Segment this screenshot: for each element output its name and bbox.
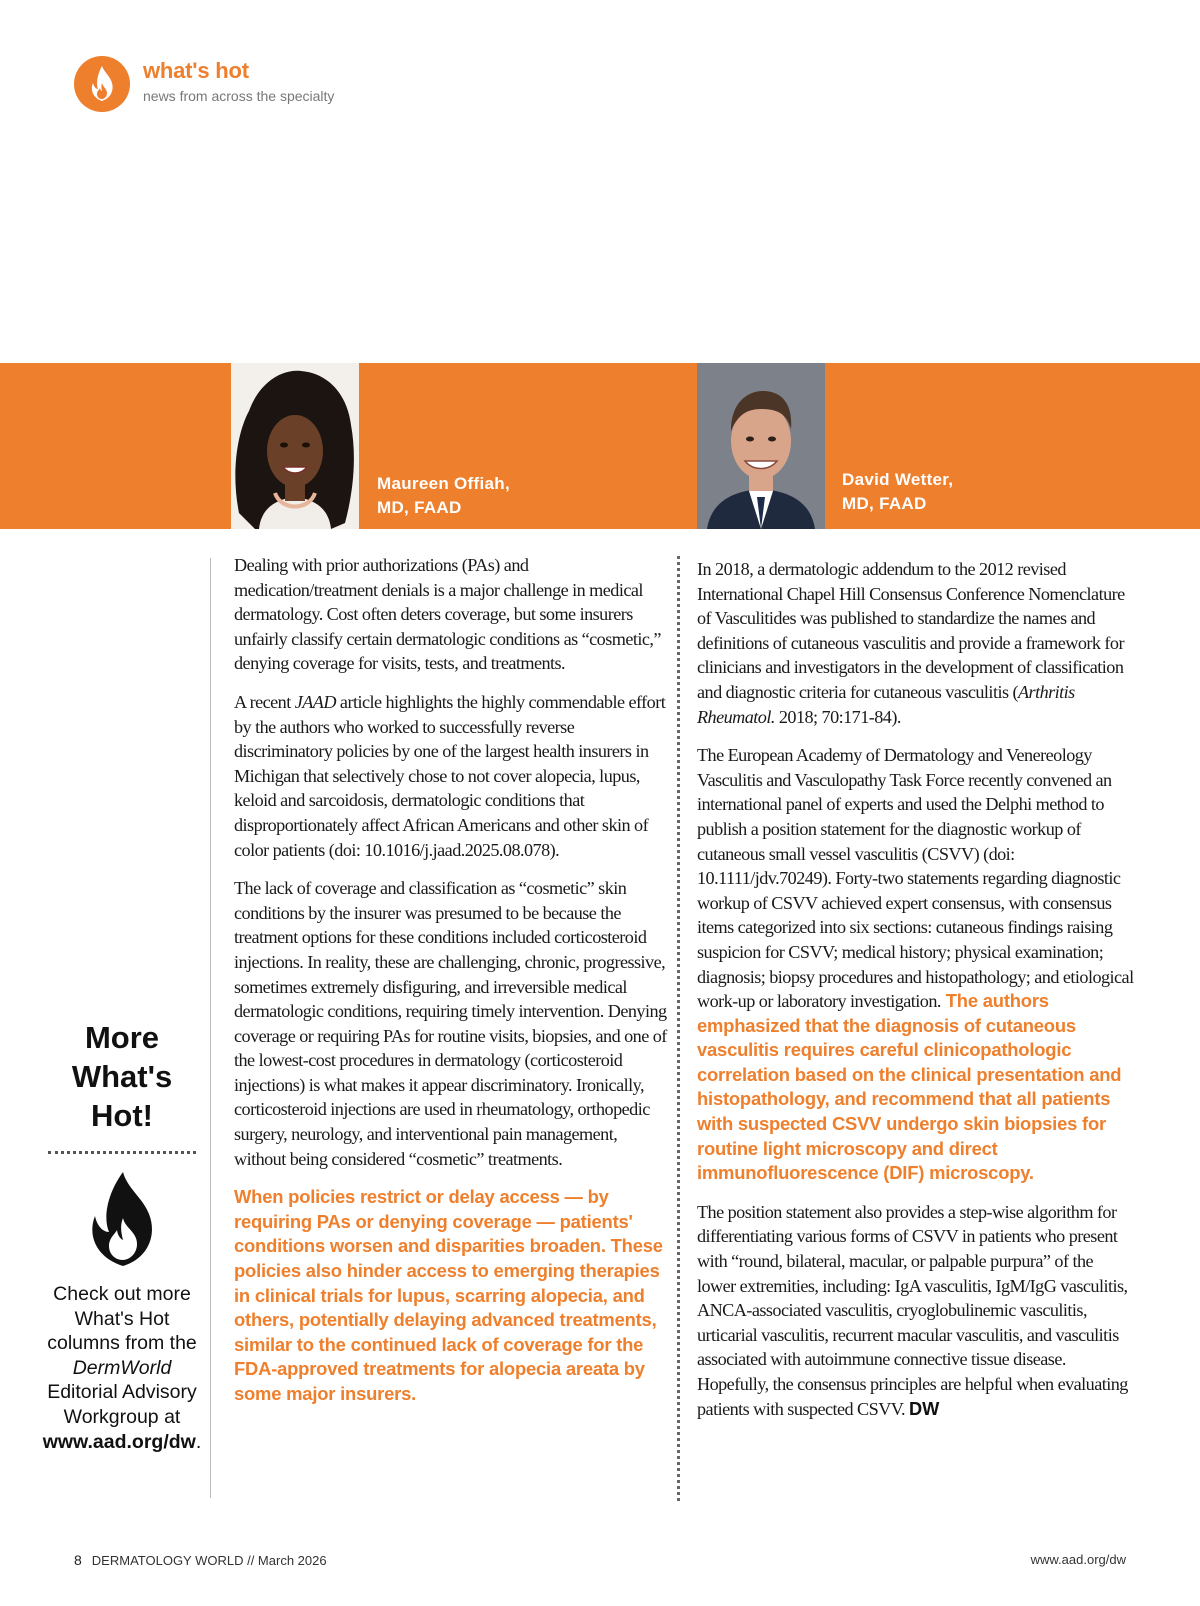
- page-number: 8: [74, 1552, 82, 1568]
- sidebar-title: More What's Hot!: [71, 1020, 173, 1133]
- paragraph: A recent JAAD article highlights the highly commendable effort by the authors who worked to successfully reverse discriminatory policies by one of the largest health insurers in Michigan that selectively chose to not cover alopecia, lupus, keloid and sarcoidosis, dermatologic conditions that disproportionately affect African Americans and other skin of color patients (doi: 10.1016/j.jaad.2025.08.078).: [234, 691, 666, 860]
- paragraph: The European Academy of Dermatology and Venereology Vasculitis and Vasculopathy Task Force recently convened an international panel of experts and used the Delphi method to publish a position statement for the diagnostic workup of cutaneous small vessel vasculitis (CSVV) (doi: 10.1111/jdv.70249). Forty-two statements regarding diagnostic workup of CSVV achieved expert consensus, with consensus items categorized into six sections: cutaneous findings raising suspicion for CSVV; medical history; physical examination; diagnosis; biopsy procedures and histopathology; and etiological work-up or laboratory investigation. The authors emphasized that the diagnosis of cutaneous vasculitis requires careful clinicopathologic correlation based on the clinical presentation and histopathology, and recommend that all patients with suspected CSVV undergo skin biopsies for routine light microscopy and direct immunofluorescence (DIF) microscopy.: [697, 745, 1134, 1184]
- pull-quote: When policies restrict or delay access — by requiring PAs or denying coverage — patients' conditions worsen and disparities broaden. These policies also hinder access to emerging therapies in clinical trials for lupus, scarring alopecia, and others, potentially delaying advanced treatments, similar to the continued lack of coverage for the FDA-approved treatments for alopecia areata by some major insurers.: [234, 1186, 663, 1404]
- author-photo-offiah: [231, 363, 359, 529]
- section-title: what's hot: [143, 58, 249, 83]
- column-rule-dotted: [677, 556, 680, 1501]
- author-band: [0, 363, 1200, 529]
- sidebar-text: Check out more What's Hot columns from the DermWorld Editorial Advisory Workgroup at www.aad.org/dw.: [42, 1283, 202, 1453]
- footer-url[interactable]: www.aad.org/dw: [1030, 1552, 1126, 1567]
- section-subtitle: news from across the specialty: [143, 88, 335, 104]
- paragraph: The lack of coverage and classification as “cosmetic” skin conditions by the insurer was presumed to be because the treatment options for these conditions included corticosteroid injections. In reality, these are challenging, chronic, progressive, sometimes extremely disfiguring, and irreversible medical dermatologic conditions, requiring timely intervention. Denying coverage or requiring PAs for routine visits, biopsies, and one of the lowest-cost procedures in dermatology (corticosteroid injections) is what makes it appear discriminatory. Ironically, corticosteroid injections are used in rheumatology, orthopedic surgery, neurology, and interventional pain management, without being considered “cosmetic” treatments.: [234, 878, 667, 1169]
- column-rule: [210, 558, 211, 1498]
- article-offiah: [234, 553, 668, 1407]
- flame-icon: [83, 1170, 161, 1270]
- paragraph: In 2018, a dermatologic addendum to the 2012 revised International Chapel Hill Consensus Conference Nomenclature of Vasculitides was published to standardize the names and definitions of cutaneous vasculitis and provide a framework for clinicians and investigators in the development of classification and diagnostic criteria for cutaneous vasculitis (Arthritis Rheumatol. 2018; 70:171-84).: [697, 559, 1125, 727]
- publication-name: DERMATOLOGY WORLD // March 2026: [91, 1553, 327, 1568]
- section-logo: [74, 56, 130, 112]
- sidebar-divider: [48, 1151, 196, 1154]
- end-mark: DW: [909, 1398, 940, 1419]
- author-photo-wetter: [697, 363, 825, 529]
- paragraph: Dealing with prior authorizations (PAs) and medication/treatment denials is a major challenge in medical dermatology. Cost often deters coverage, but some insurers unfairly classify certain dermatologic conditions as “cosmetic,” denying coverage for visits, tests, and treatments.: [234, 555, 661, 674]
- author-name-offiah: Maureen Offiah, MD, FAAD: [377, 474, 510, 517]
- author-name-wetter: David Wetter, MD, FAAD: [842, 470, 954, 513]
- flame-icon: [85, 64, 119, 104]
- article-wetter: [697, 557, 1135, 1435]
- paragraph: The position statement also provides a step-wise algorithm for differentiating various forms of CSVV in patients who present with “round, bilateral, macular, or palpable purpura” of the lower extremities, including: IgA vasculitis, IgM/IgG vasculitis, ANCA-associated vasculitis, cryoglobulinemic vasculitis, urticarial vasculitis, recurrent macular vasculitis, and vasculitis associated with autoimmune connective tissue disease. Hopefully, the consensus principles are helpful when evaluating patients with suspected CSVV. DW: [697, 1201, 1128, 1419]
- sidebar-link[interactable]: www.aad.org/dw: [42, 1430, 196, 1453]
- footer-left: [74, 1552, 327, 1568]
- highlight-text: The authors emphasized that the diagnosis of cutaneous vasculitis requires careful clinicopathologic correlation based on the clinical presentation and histopathology, and recommend that all patients with suspected CSVV undergo skin biopsies for routine light microscopy and direct immunofluorescence (DIF) microscopy.: [697, 990, 1122, 1184]
